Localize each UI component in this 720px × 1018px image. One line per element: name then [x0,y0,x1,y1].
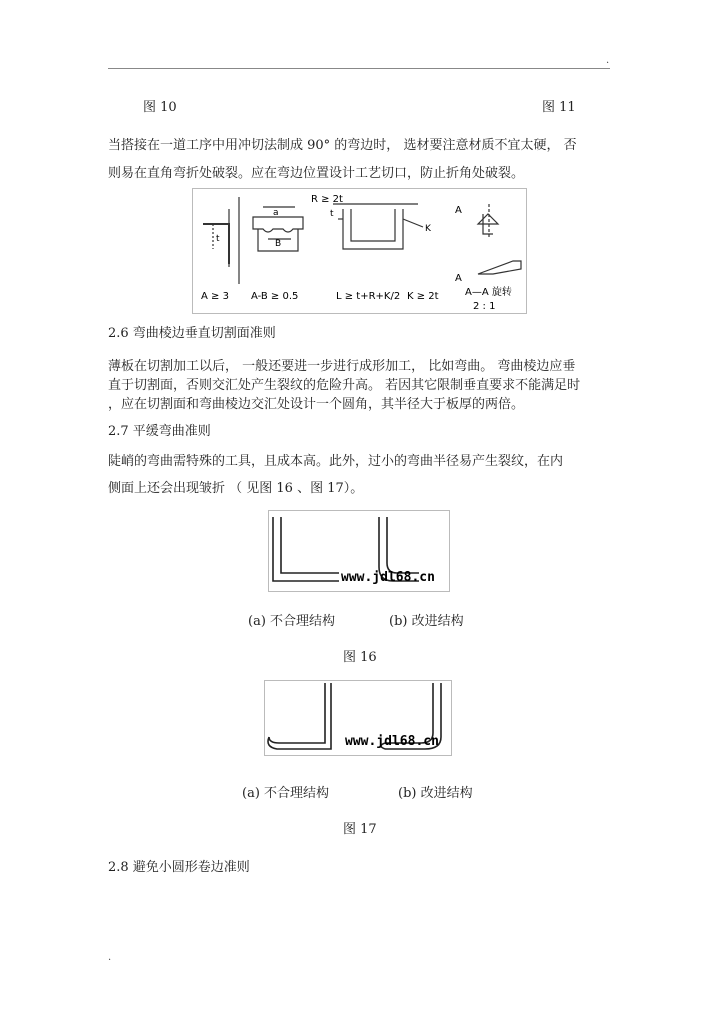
label-section-a-top: A [455,205,462,216]
footer-mark: . [108,952,112,963]
section-2-6-title: 2.6 弯曲棱边垂直切割面准则 [108,326,276,341]
figure-16-drawing [269,511,449,591]
figure-17-caption-b: (b) 改进结构 [398,786,473,801]
section-label: A—A 旋转 [465,287,512,298]
section-2-6-line2: 直于切割面，否则交汇处产生裂纹的危险升高。 若因其它限制垂直要求不能满足时 [108,378,581,393]
section-2-6-line1: 薄板在切割加工以后， 一般还要进一步进行成形加工， 比如弯曲。 弯曲棱边应垂 [108,359,576,374]
figure-17-watermark: www.jdl68.cn [345,734,439,749]
section-2-6-line3: ，应在切割面和弯曲棱边交汇处设计一个圆角，其半径大于板厚的两倍。 [108,397,525,412]
figure-17-caption-a: (a) 不合理结构 [242,786,330,801]
scale-label: 2 : 1 [473,301,496,312]
figure-16-caption-a: (a) 不合理结构 [248,614,336,629]
header-mark: . [606,55,610,66]
section-2-7-title: 2.7 平缓弯曲准则 [108,424,211,439]
figure-16-watermark: www.jdl68.cn [341,570,435,585]
label-k: K [425,224,431,234]
figure-16-label: 图 16 [343,650,377,665]
relief-cut-diagram [192,188,527,314]
label-t2: t [330,209,334,219]
label-t: t [216,234,220,244]
figure-16-image [268,510,450,592]
formula-a-b: A-B ≥ 0.5 [251,291,299,302]
formula-l: L ≥ t+R+K/2 [336,291,401,302]
section-2-8-title: 2.8 避免小圆形卷边准则 [108,860,250,875]
figure-11-label: 图 11 [542,100,576,115]
formula-k: K ≥ 2t [407,291,439,302]
header-rule [108,68,610,69]
label-a: a [273,208,279,218]
figure-10-label: 图 10 [143,100,177,115]
section-2-7-line2: 侧面上还会出现皱折 （ 见图 16 、图 17）。 [108,481,364,496]
para1-line1: 当搭接在一道工序中用冲切法制成 90° 的弯边时， 选材要注意材质不宜太硬， 否 [108,138,577,153]
figure-17-image [264,680,452,756]
figure-17-label: 图 17 [343,822,377,837]
relief-cut-drawing [193,189,526,313]
section-2-7-line1: 陡峭的弯曲需特殊的工具，且成本高。此外，过小的弯曲半径易产生裂纹，在内 [108,454,564,469]
figure-17-drawing [265,681,451,755]
para1-line2: 则易在直角弯折处破裂。应在弯边位置设计工艺切口，防止折角处破裂。 [108,166,525,181]
label-r: R ≥ 2t [311,194,343,205]
formula-a: A ≥ 3 [201,291,229,302]
figure-16-caption-b: (b) 改进结构 [389,614,464,629]
label-section-a-bottom: A [455,273,462,284]
label-b: B [275,239,282,249]
